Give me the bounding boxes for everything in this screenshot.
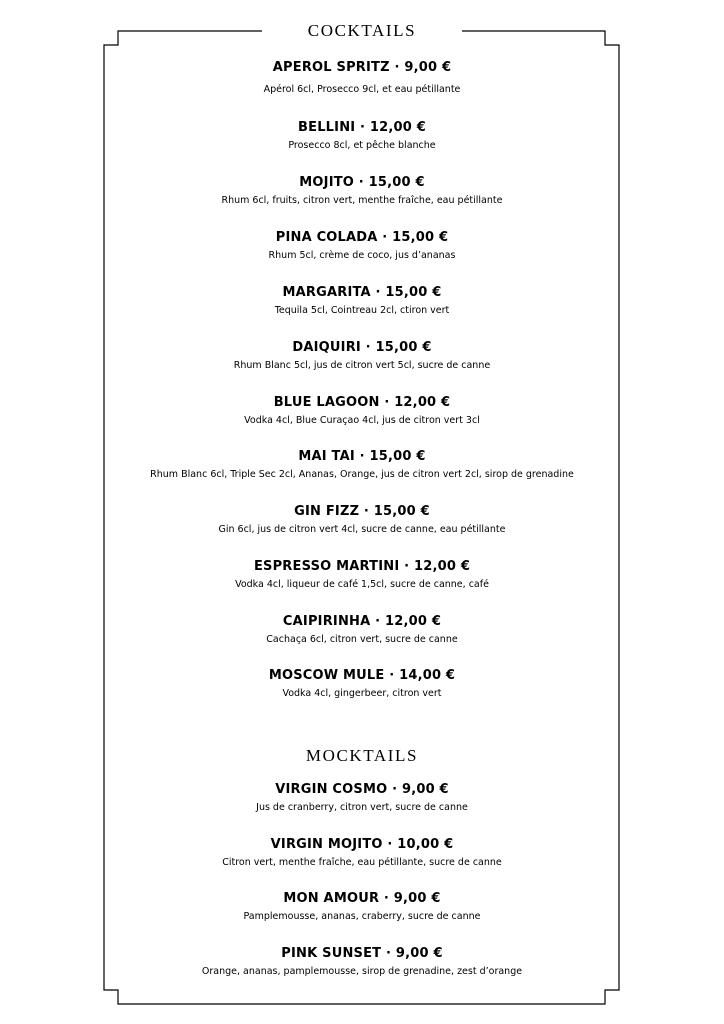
menu-item — [0, 60, 724, 96]
item-name-price: MOJITO · 15,00 € — [299, 175, 425, 190]
item-name-price: MOSCOW MULE · 14,00 € — [268, 668, 456, 683]
item-description: Prosecco 8cl, et pêche blanche — [288, 140, 436, 151]
item-description: Gin 6cl, jus de citron vert 4cl, sucre de canne, eau pétillante — [218, 524, 506, 535]
item-name-price: DAIQUIRI · 15,00 € — [292, 340, 432, 355]
item-name-price: MARGARITA · 15,00 € — [282, 285, 442, 300]
item-description: Tequila 5cl, Cointreau 2cl, ctiron vert — [274, 305, 450, 316]
item-description: Pamplemousse, ananas, craberry, sucre de canne — [243, 911, 481, 922]
item-description: Vodka 4cl, liqueur de café 1,5cl, sucre de canne, café — [235, 579, 489, 590]
item-name-price: PINA COLADA · 15,00 € — [275, 230, 449, 245]
menu-item — [0, 449, 724, 481]
item-name-price: APEROL SPRITZ · 9,00 € — [272, 60, 452, 75]
menu-item — [0, 175, 724, 207]
item-description: Orange, ananas, pamplemousse, sirop de grenadine, zest d’orange — [201, 966, 523, 977]
item-description: Rhum 5cl, crème de coco, jus d’ananas — [268, 250, 456, 261]
item-description: Rhum Blanc 6cl, Triple Sec 2cl, Ananas, Orange, jus de citron vert 2cl, sirop de grenadine — [150, 469, 574, 480]
menu-item — [0, 891, 724, 923]
menu-item — [0, 230, 724, 262]
item-name-price: VIRGIN COSMO · 9,00 € — [275, 782, 449, 797]
menu-item — [0, 504, 724, 536]
menu-item — [0, 614, 724, 646]
item-description: Jus de cranberry, citron vert, sucre de canne — [256, 802, 468, 813]
cocktails-heading — [0, 21, 724, 41]
item-name-price: ESPRESSO MARTINI · 12,00 € — [253, 559, 471, 574]
mocktails-heading — [0, 746, 724, 766]
menu-item — [0, 395, 724, 427]
item-name-price: CAIPIRINHA · 12,00 € — [282, 614, 442, 629]
menu-item — [0, 120, 724, 152]
menu-item — [0, 837, 724, 869]
item-name-price: BLUE LAGOON · 12,00 € — [273, 395, 451, 410]
item-name-price: VIRGIN MOJITO · 10,00 € — [270, 837, 454, 852]
item-description: Vodka 4cl, gingerbeer, citron vert — [282, 688, 442, 699]
menu-item — [0, 285, 724, 317]
menu-item — [0, 559, 724, 591]
item-description: Rhum 6cl, fruits, citron vert, menthe fraîche, eau pétillante — [221, 195, 503, 206]
item-description: Citron vert, menthe fraîche, eau pétillante, sucre de canne — [222, 857, 502, 868]
item-name-price: MAI TAI · 15,00 € — [298, 449, 426, 464]
item-description: Cachaça 6cl, citron vert, sucre de canne — [266, 634, 458, 645]
item-name-price: BELLINI · 12,00 € — [298, 120, 426, 135]
item-name-price: MON AMOUR · 9,00 € — [283, 891, 441, 906]
cocktails-title: COCKTAILS — [290, 21, 434, 41]
menu-item — [0, 668, 724, 700]
item-description: Rhum Blanc 5cl, jus de citron vert 5cl, sucre de canne — [233, 360, 491, 371]
item-description: Apérol 6cl, Prosecco 9cl, et eau pétillante — [263, 84, 461, 95]
item-name-price: GIN FIZZ · 15,00 € — [294, 504, 430, 519]
mocktails-title: MOCKTAILS — [288, 746, 436, 766]
menu-item — [0, 946, 724, 978]
item-name-price: PINK SUNSET · 9,00 € — [281, 946, 443, 961]
menu-item — [0, 782, 724, 814]
menu-item — [0, 340, 724, 372]
item-description: Vodka 4cl, Blue Curaçao 4cl, jus de citron vert 3cl — [244, 415, 480, 426]
